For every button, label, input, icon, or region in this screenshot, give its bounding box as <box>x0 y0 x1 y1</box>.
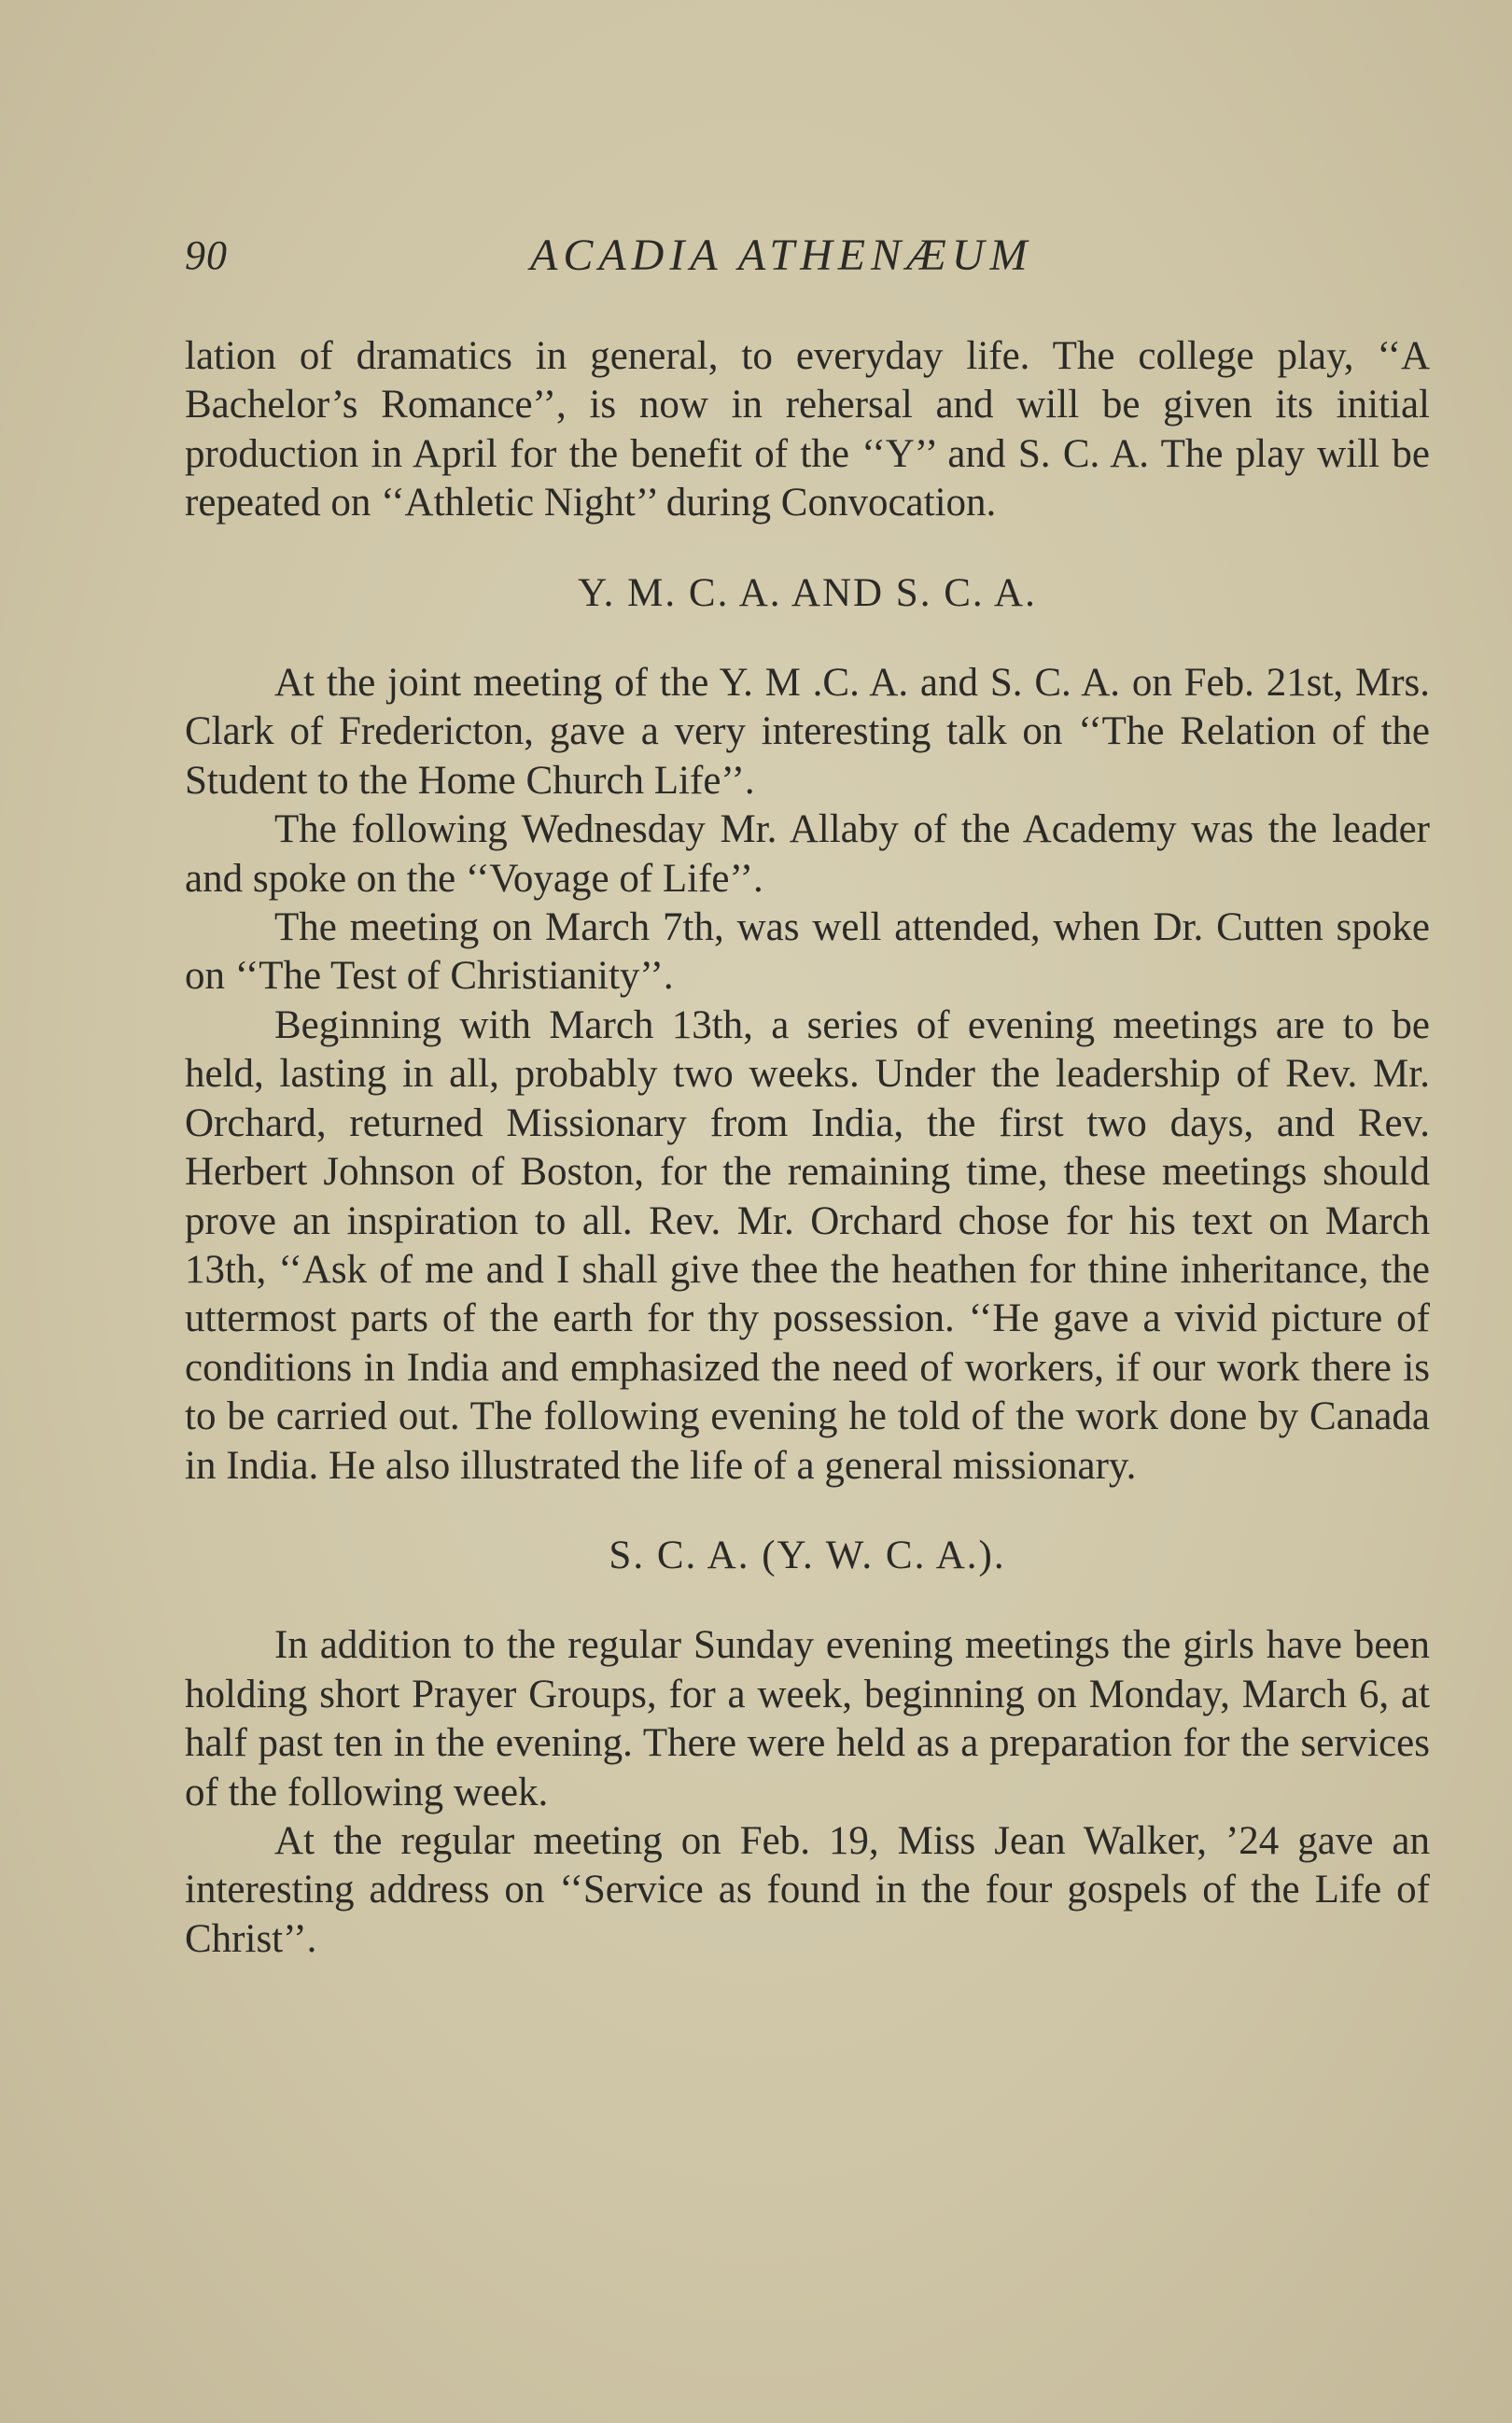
paragraph-joint-meeting: At the joint meeting of the Y. M .C. A. and S. C. A. on Feb. 21st, Mrs. Clark of Fredericton, gave a very interesting talk on ‘‘The Relation of the Student to the Home Church Life’’. <box>185 661 1430 803</box>
article-body <box>185 332 1430 1964</box>
paragraph-evening-meetings: Beginning with March 13th, a series of evening meetings are to be held, lasting in all, probably two weeks. Under the leadership of Rev. Mr. Orchard, returned Missionary from India, the first two days, and Rev. Herbert Johnson of Boston, for the remaining time, these meetings should prove an inspiration to all. Rev. Mr. Orchard chose for his text on March 13th, ‘‘Ask of me and I shall give thee the heathen for thine inheritance, the uttermost parts of the earth for thy possession. ‘‘He gave a vivid picture of conditions in India and emphasized the need of workers, if our work there is to be carried out. The following evening he told of the work done by Canada in India. He also illustrated the life of a general missionary. <box>185 1002 1430 1488</box>
running-title: ACADIA ATHENÆUM <box>530 231 1033 280</box>
paragraph-wednesday: The following Wednesday Mr. Allaby of the Academy was the leader and spoke on the ‘‘Voyage of Life’’. <box>185 807 1430 901</box>
section-heading-ymca-sca: Y. M. C. A. AND S. C. A. <box>578 570 1037 615</box>
paragraph-march-7: The meeting on March 7th, was well attended, when Dr. Cutten spoke on ‘‘The Test of Christianity’’. <box>185 905 1430 999</box>
paragraph-dramatics: lation of dramatics in general, to everyday life. The college play, ‘‘A Bachelor’s Romance’’, is now in rehersal and will be given its initial production in April for the benefit of the ‘‘Y’’ and S. C. A. The play will be repeated on ‘‘Athletic Night’’ during Convocation. <box>185 334 1430 525</box>
section-heading-sca-ywca: S. C. A. (Y. W. C. A.). <box>609 1533 1006 1577</box>
page-number: 90 <box>185 232 228 278</box>
paragraph-regular-meeting: At the regular meeting on Feb. 19, Miss Jean Walker, ’24 gave an interesting address on ‘‘Service as found in the four gospels of the Life of Christ’’. <box>185 1818 1430 1961</box>
page-header <box>185 224 1435 289</box>
paragraph-prayer-groups: In addition to the regular Sunday evening meetings the girls have been holding short Prayer Groups, for a week, beginning on Monday, March 6, at half past ten in the evening. There were held as a preparation for the services of the following week. <box>185 1623 1430 1814</box>
